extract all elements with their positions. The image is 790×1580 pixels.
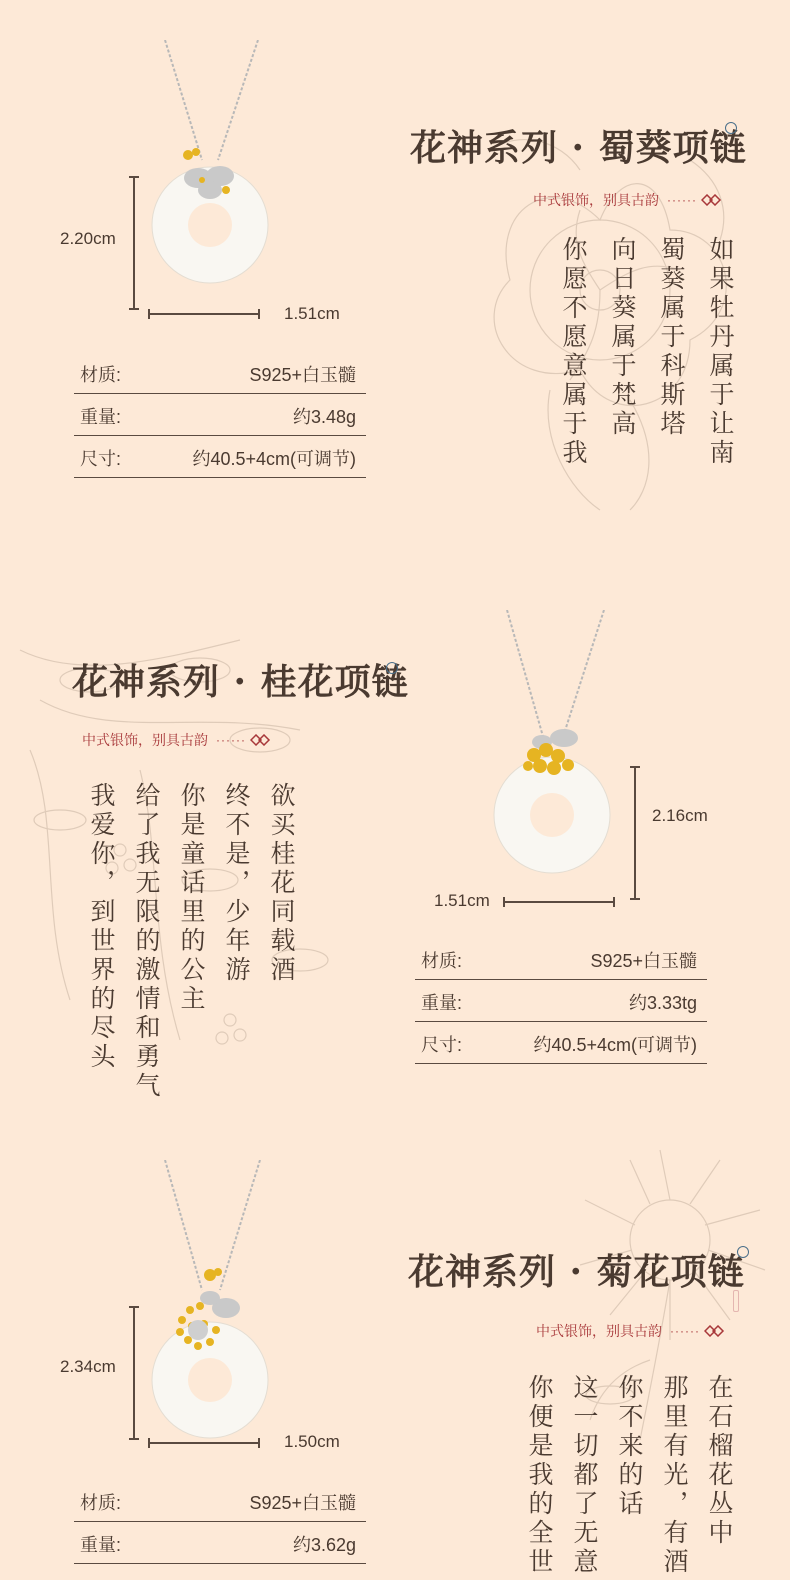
spec-value: 约3.62g bbox=[292, 1535, 356, 1555]
spec-row-size bbox=[415, 1022, 707, 1064]
spec-table bbox=[74, 352, 366, 478]
poem-line: 蜀葵属于科斯塔 bbox=[657, 236, 686, 439]
spec-label: 材质: bbox=[421, 951, 463, 971]
width-dimension-line bbox=[148, 1442, 260, 1444]
spec-label: 重量: bbox=[80, 407, 122, 427]
poem-line: 欲买桂花同载酒 bbox=[267, 782, 296, 985]
width-label: 1.51cm bbox=[284, 304, 340, 323]
product-section-juhua bbox=[0, 1130, 790, 1580]
height-label: 2.16cm bbox=[652, 806, 708, 825]
poem-line: 在石榴花丛中 bbox=[705, 1374, 734, 1548]
spec-row-material bbox=[415, 938, 707, 980]
spec-row-weight bbox=[74, 1522, 366, 1564]
width-label: 1.51cm bbox=[434, 891, 490, 910]
spec-value: 约3.33tg bbox=[628, 993, 697, 1013]
spec-value: S925+白玉髓 bbox=[249, 365, 356, 385]
height-dimension-line bbox=[133, 1306, 135, 1440]
double-diamond-icon bbox=[701, 194, 723, 206]
spec-value: S925+白玉髓 bbox=[590, 951, 697, 971]
product-title: 花神系列 · 蜀葵项链 bbox=[410, 127, 747, 169]
poem-line: 给了我无限的激情和勇气 bbox=[132, 782, 161, 1101]
spec-label: 重量: bbox=[421, 993, 463, 1013]
necklace-image bbox=[482, 610, 622, 880]
dots-icon: ······ bbox=[670, 1324, 700, 1338]
poem-line: 你是童话里的公主 bbox=[177, 782, 206, 1014]
spec-label: 尺寸: bbox=[421, 1035, 463, 1055]
tagline bbox=[533, 190, 723, 210]
product-title: 花神系列 · 桂花项链 bbox=[72, 661, 409, 703]
height-dimension-line bbox=[634, 766, 636, 900]
spec-value: 约40.5+4cm(可调节) bbox=[192, 449, 356, 469]
poem-line: 向日葵属于梵高 bbox=[608, 236, 637, 439]
poem-line: 我爱你，到世界的尽头 bbox=[87, 782, 116, 1072]
ring-icon bbox=[386, 662, 398, 674]
spec-value: 约40.5+4cm(可调节) bbox=[533, 1035, 697, 1055]
necklace-image bbox=[140, 1160, 280, 1440]
spec-label: 尺寸: bbox=[80, 449, 122, 469]
ring-icon bbox=[725, 122, 737, 134]
double-diamond-icon bbox=[704, 1325, 726, 1337]
spec-label: 重量: bbox=[80, 1535, 122, 1555]
spec-row-weight bbox=[415, 980, 707, 1022]
poem-line: 你不来的话 bbox=[615, 1374, 644, 1519]
spec-row-size bbox=[74, 436, 366, 478]
dots-icon: ······ bbox=[216, 733, 246, 747]
poem bbox=[512, 1374, 732, 1577]
spec-value: S925+白玉髓 bbox=[249, 1493, 356, 1513]
product-section-guihua bbox=[0, 560, 790, 1130]
product-title: 花神系列 · 菊花项链 bbox=[408, 1251, 745, 1293]
spec-row-material bbox=[74, 352, 366, 394]
spec-row-material bbox=[74, 1480, 366, 1522]
tagline-text: 中式银饰，别具古韵 bbox=[82, 732, 208, 748]
width-dimension-line bbox=[503, 901, 615, 903]
poem-line: 你便是我的全世 bbox=[525, 1374, 554, 1577]
tagline bbox=[536, 1321, 726, 1341]
poem-line: 如果牡丹属于让南 bbox=[706, 236, 735, 468]
poem bbox=[72, 782, 294, 1101]
tagline-text: 中式银饰，别具古韵 bbox=[536, 1323, 662, 1339]
tagline-text: 中式银饰，别具古韵 bbox=[533, 192, 659, 208]
double-diamond-icon bbox=[250, 734, 272, 746]
poem bbox=[543, 236, 733, 468]
ring-icon bbox=[737, 1246, 749, 1258]
width-dimension-line bbox=[148, 313, 260, 315]
poem-line: 你愿不愿意属于我 bbox=[559, 236, 588, 468]
width-label: 1.50cm bbox=[284, 1432, 340, 1451]
height-dimension-line bbox=[133, 176, 135, 310]
spec-row-weight bbox=[74, 394, 366, 436]
spec-table bbox=[74, 1480, 366, 1564]
spec-table bbox=[415, 938, 707, 1064]
spec-value: 约3.48g bbox=[292, 407, 356, 427]
product-section-shukui bbox=[0, 0, 790, 540]
tagline bbox=[82, 730, 272, 750]
poem-line: 终不是，少年游 bbox=[222, 782, 251, 985]
spec-label: 材质: bbox=[80, 1493, 122, 1513]
necklace-image bbox=[140, 40, 280, 300]
poem-line: 这一切都了无意 bbox=[570, 1374, 599, 1577]
dots-icon: ······ bbox=[667, 193, 697, 207]
height-label: 2.34cm bbox=[60, 1357, 116, 1376]
spec-label: 材质: bbox=[80, 365, 122, 385]
height-label: 2.20cm bbox=[60, 229, 116, 248]
poem-line: 那里有光，有酒 bbox=[660, 1374, 689, 1577]
